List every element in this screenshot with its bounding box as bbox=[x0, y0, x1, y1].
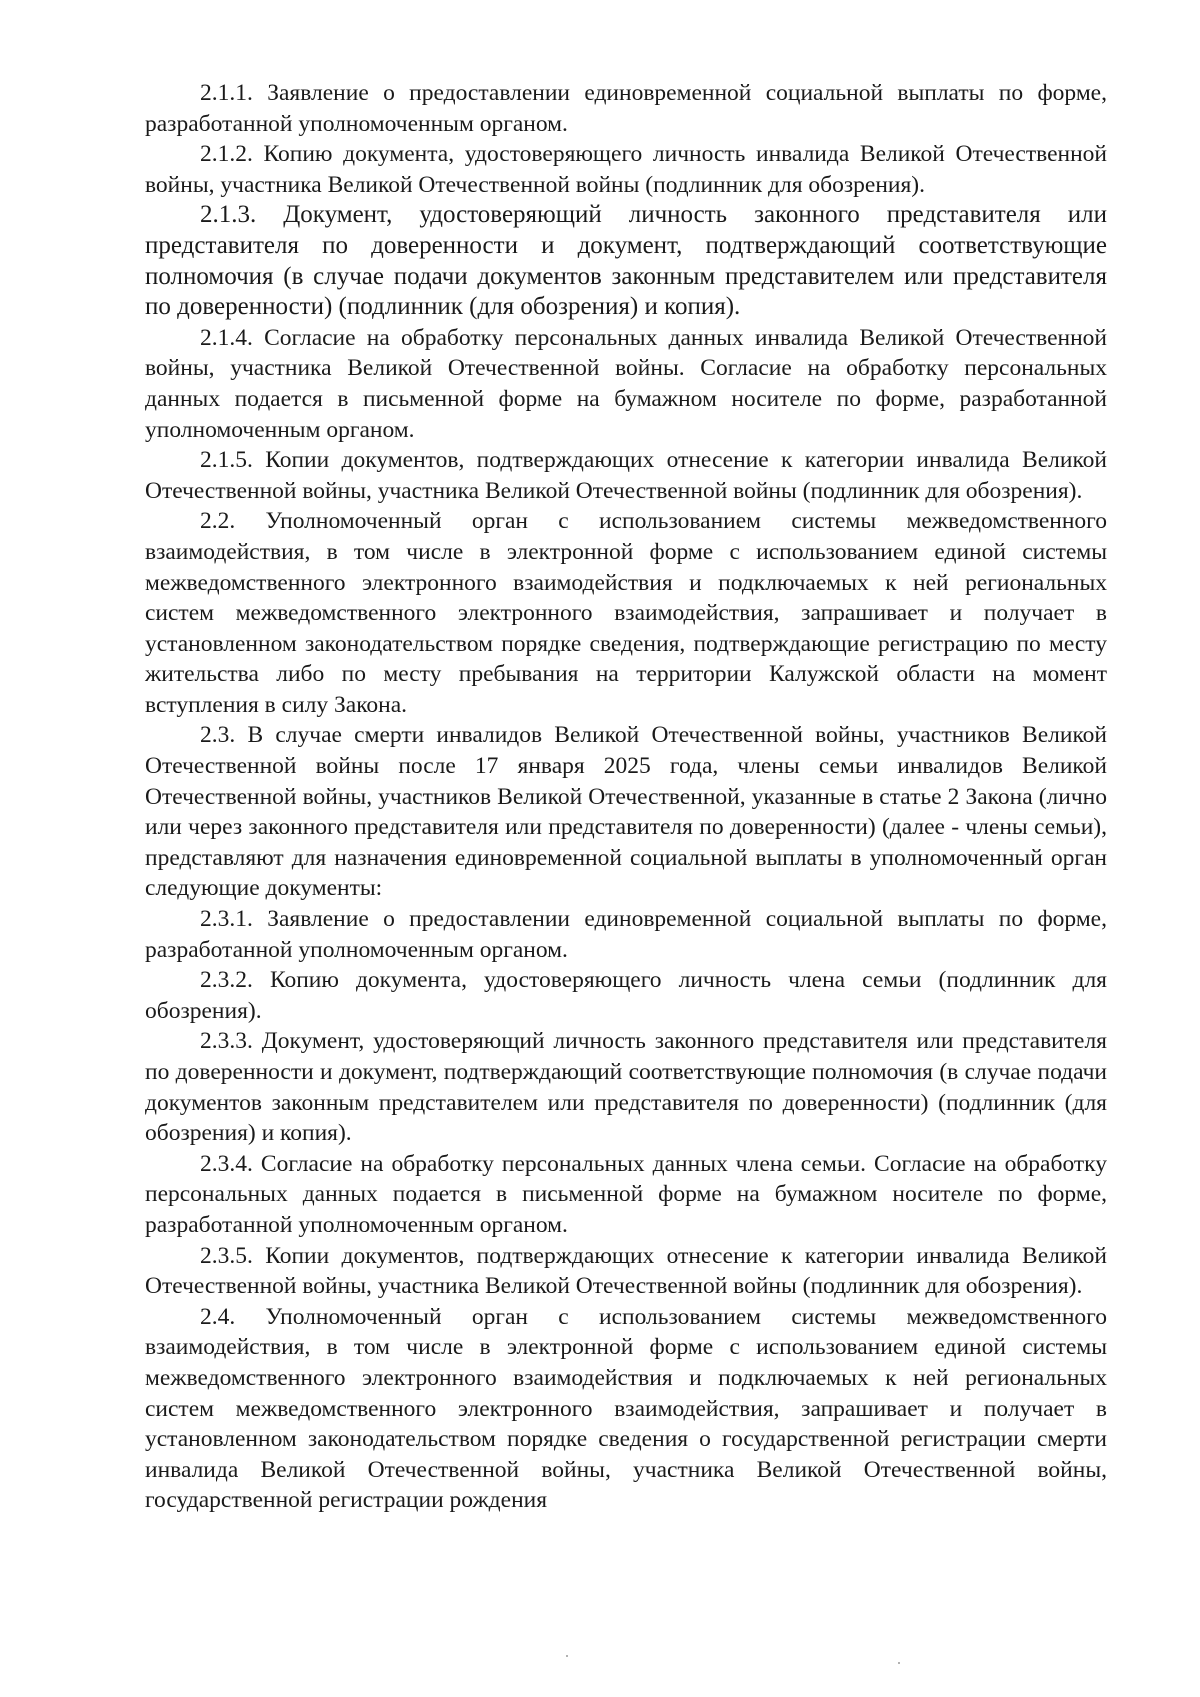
paragraph-2-3-2: 2.3.2. Копию документа, удостоверяющего личность члена семьи (подлинник для обозрения). bbox=[145, 967, 1107, 1024]
paragraph-2-3: 2.3. В случае смерти инвалидов Великой Отечественной войны, участников Великой Отечественной войны после 17 января 2025 года, члены семьи инвалидов Великой Отечественной войны, участников Великой Отечественной, указанные в статье 2 Закона (лично или через законного представителя или представителя по доверенности) (далее - члены семьи), представляют для назначения единовременной социальной выплаты в уполномоченный орган следующие документы: bbox=[145, 722, 1107, 902]
paragraph-2-3-5: 2.3.5. Копии документов, подтверждающих отнесение к категории инвалида Великой Отечественной войны, участника Великой Отечественной войны (подлинник для обозрения). bbox=[145, 1242, 1107, 1300]
paragraph-2-3-3: 2.3.3. Документ, удостоверяющий личность законного представителя или представителя по доверенности и документ, подтверждающий соответствующие полномочия (в случае подачи документов законным представителем или представителя по доверенности) (подлинник (для обозрения) и копия). bbox=[145, 1028, 1107, 1147]
scan-speck bbox=[898, 1662, 900, 1664]
paragraph-2-1-1: 2.1.1. Заявление о предоставлении единовременной социальной выплаты по форме, разработанной уполномоченным органом. bbox=[145, 80, 1107, 137]
paragraph-2-1-4: 2.1.4. Согласие на обработку персональных данных инвалида Великой Отечественной войны, участника Великой Отечественной войны. Согласие на обработку персональных данных подается в письменной форме на бумажном носителе по форме, разработанной уполномоченным органом. bbox=[145, 324, 1107, 443]
paragraph-2-1-2: 2.1.2. Копию документа, удостоверяющего личность инвалида Великой Отечественной войны, участника Великой Отечественной войны (подлинник для обозрения). bbox=[145, 141, 1107, 198]
paragraph-2-1-5: 2.1.5. Копии документов, подтверждающих отнесение к категории инвалида Великой Отечественной войны, участника Великой Отечественной войны (подлинник для обозрения). bbox=[145, 447, 1107, 504]
paragraph-2-1-3: 2.1.3. Документ, удостоверяющий личность законного представителя или представителя по доверенности и документ, подтверждающий соответствующие полномочия (в случае подачи документов законным представителем или представителя по доверенности) (подлинник (для обозрения) и копия). bbox=[145, 201, 1107, 321]
paragraph-2-4: 2.4. Уполномоченный орган с использованием системы межведомственного взаимодействия, в том числе в электронной форме с использованием единой системы межведомственного электронного взаимодействия и подключаемых к ней региональных систем межведомственного электронного взаимодействия, запрашивает и получает в установленном законодательством порядке сведения о государственной регистрации смерти инвалида Великой Отечественной войны, участника Великой Отечественной войны, государственной регистрации рождения bbox=[145, 1303, 1107, 1514]
document-body bbox=[145, 78, 1107, 1516]
paragraph-2-2: 2.2. Уполномоченный орган с использованием системы межведомственного взаимодействия, в том числе в электронной форме с использованием единой системы межведомственного электронного взаимодействия и подключаемых к ней региональных систем межведомственного электронного взаимодействия, запрашивает и получает в установленном законодательством порядке сведения, подтверждающие регистрацию по месту жительства либо по месту пребывания на территории Калужской области на момент вступления в силу Закона. bbox=[145, 508, 1107, 718]
scan-speck bbox=[566, 1655, 568, 1657]
paragraph-2-3-1: 2.3.1. Заявление о предоставлении единовременной социальной выплаты по форме, разработанной уполномоченным органом. bbox=[145, 906, 1107, 963]
paragraph-2-3-4: 2.3.4. Согласие на обработку персональных данных члена семьи. Согласие на обработку персональных данных подается в письменной форме на бумажном носителе по форме, разработанной уполномоченным органом. bbox=[145, 1150, 1107, 1238]
